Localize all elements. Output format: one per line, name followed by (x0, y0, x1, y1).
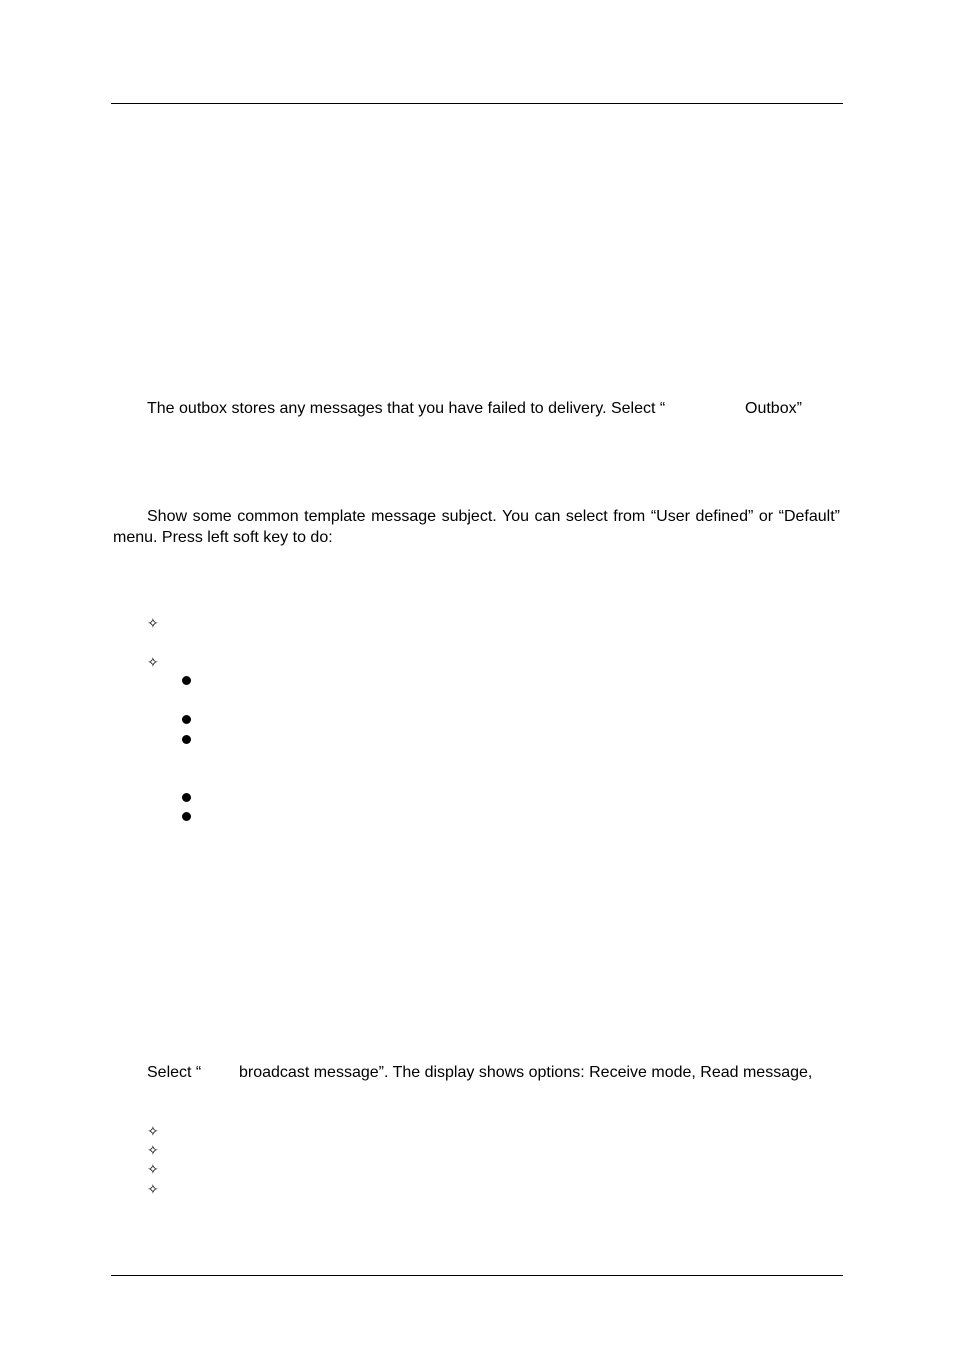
outbox-select-target: Outbox” (745, 400, 802, 417)
star-bullet-icon: ✧ (147, 654, 159, 670)
bullet-icon (182, 812, 191, 821)
bullet-icon (182, 793, 191, 802)
outbox-description: The outbox stores any messages that you have failed to delivery. Select “ (147, 400, 666, 417)
outbox-text (147, 399, 665, 419)
broadcast-description: broadcast message”. The display shows options: Receive mode, Read message, (239, 1064, 813, 1081)
footer-rule (111, 1275, 843, 1276)
star-bullet-icon: ✧ (147, 1142, 159, 1158)
star-bullet-icon: ✧ (147, 615, 159, 631)
header-rule (111, 103, 843, 104)
bullet-icon (182, 735, 191, 744)
bullet-icon (182, 715, 191, 724)
templates-description: Show some common template message subject. You can select from “User defined” or “Default” menu. Press left soft key to do: (113, 508, 840, 546)
star-bullet-icon: ✧ (147, 1123, 159, 1139)
star-bullet-icon: ✧ (147, 1181, 159, 1197)
bullet-icon (182, 676, 191, 685)
broadcast-select-prefix: Select “ (147, 1064, 202, 1081)
star-bullet-icon: ✧ (147, 1161, 159, 1177)
